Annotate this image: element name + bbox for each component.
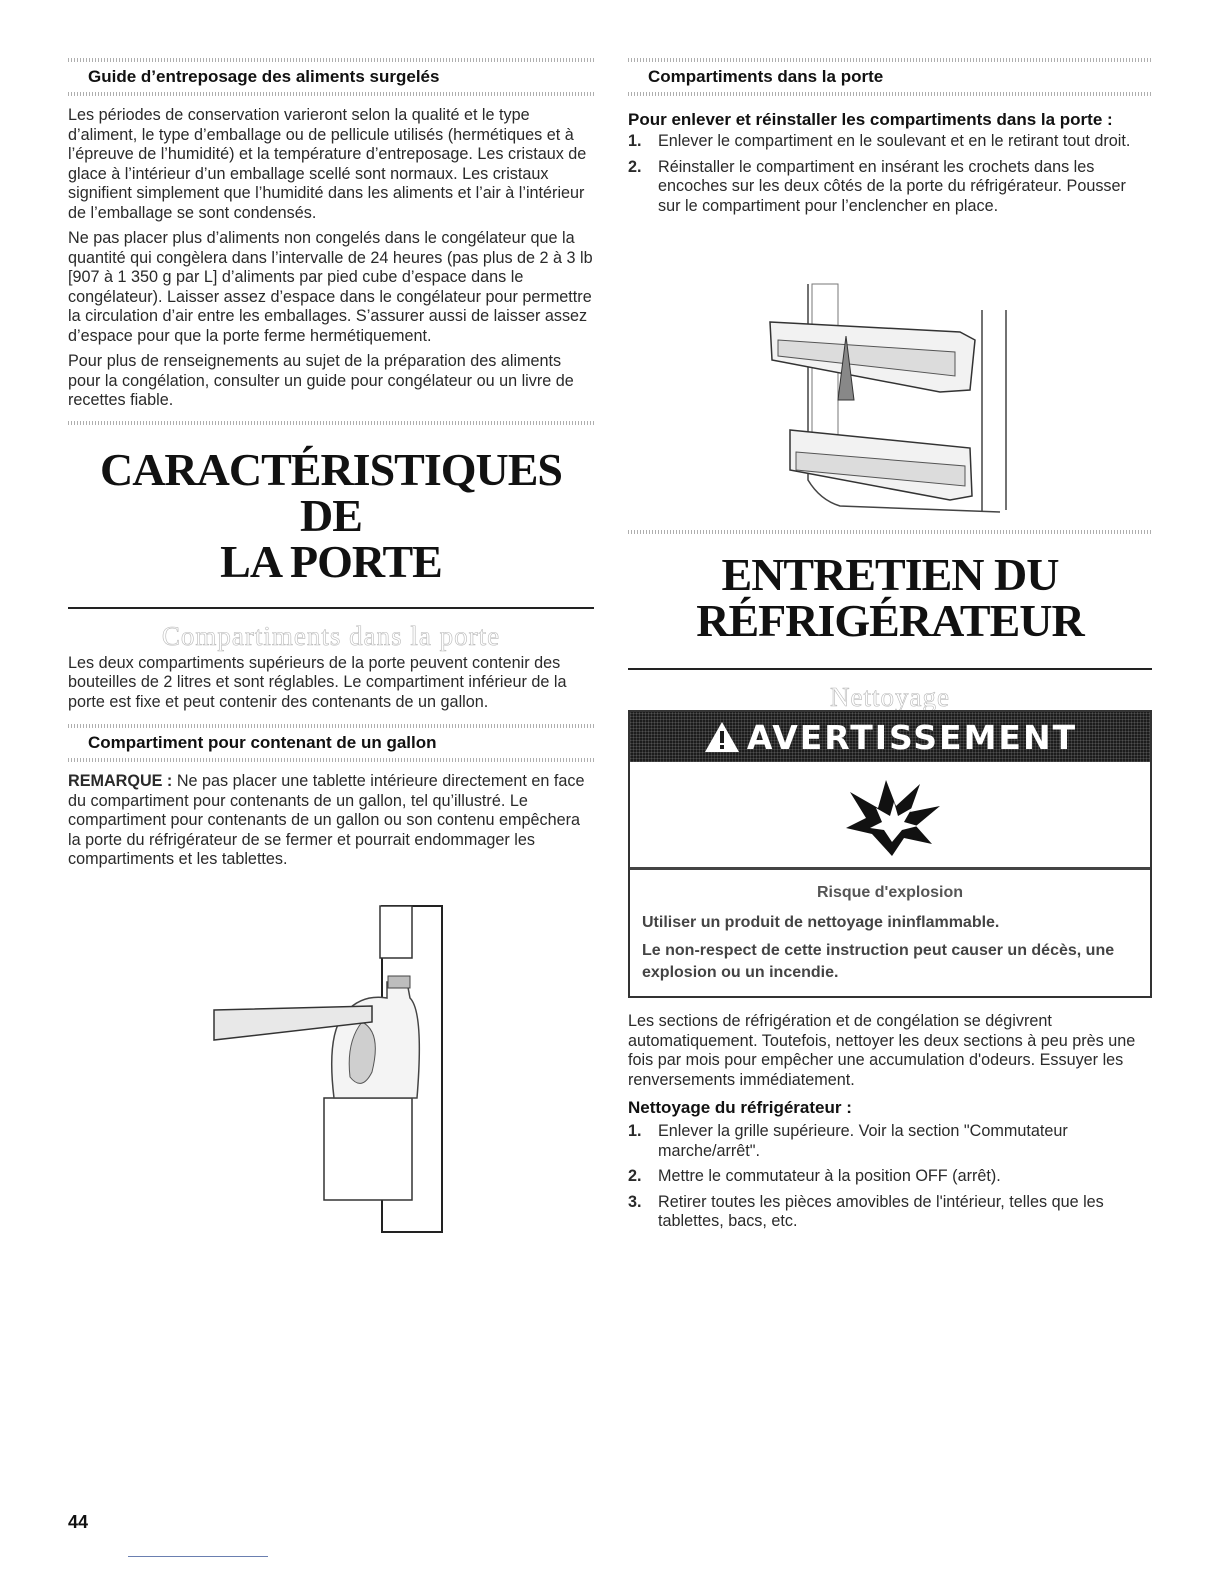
warning-box	[628, 710, 1152, 998]
cleaning-procedure-title: Nettoyage du réfrigérateur :	[628, 1098, 852, 1117]
care-title-line2: RÉFRIGÉRATEUR	[696, 595, 1084, 646]
door-features-paragraph: Les deux compartiments supérieurs de la porte peuvent contenir des bouteilles de 2 litres et sont réglables. Le compartiment inférieur de la porte est fixe et peut contenir des contenants de un gallon.	[68, 653, 567, 711]
door-features-subtitle: Compartiments dans la porte	[161, 620, 501, 651]
explosion-icon	[840, 778, 944, 858]
list-item: 2. Réinstaller le compartiment en insérant les crochets dans les encoches sur les deux côtés de la porte du réfrigérateur. Pousser sur le compartiment pour l’enclencher en place.	[628, 157, 1126, 215]
list-item: 1. Enlever le compartiment en le soulevant et en le retirant tout droit.	[628, 132, 1131, 150]
gallon-note	[68, 772, 594, 870]
gallon-note-label: REMARQUE :	[68, 772, 173, 790]
door-features-section	[68, 443, 594, 713]
door-bins-steps	[628, 132, 1152, 216]
frozen-guide-paragraph-1: Les périodes de conservation varieront selon la qualité et le type d’aliment, le type d’emballage ou de pellicule utilisés (hermétiques et à l’épreuve de l’humidité) et la température d’entreposage. Les cristaux de glace à l’intérieur d’un emballage scellé sont normaux. Les cristaux signifient simplement que l’humidité dans les aliments et l’air à l’intérieur de l’emballage se sont condensés.	[68, 106, 587, 222]
door-bins-heading: Compartiments dans la porte	[648, 67, 884, 86]
warning-line-1: Utiliser un produit de nettoyage ininflammable.	[642, 914, 1000, 931]
frozen-guide-paragraph-2: Ne pas placer plus d’aliments non congelés dans le congélateur que la quantité qui congèlera dans l’intervalle de 24 heures (pas plus de 2 à 3 lb [907 à 1 350 g par L] d’aliments par pied cube d’espace dans le congélateur). Laisser assez d’espace dans le congélateur pour permettre la circulation d’air entre les emballages. S’assurer aussi de laisser assez d’espace pour que la porte ferme hermétiquement.	[68, 229, 593, 345]
warning-line-2: Le non-respect de cette instruction peut causer un décès, une explosion ou un incendie.	[642, 942, 1115, 981]
frozen-guide-paragraph-3: Pour plus de renseignements au sujet de la préparation des aliments pour la congélation, consulter un guide pour congélateur ou un livre de recettes fiable.	[68, 352, 574, 409]
cleaning-steps	[628, 1122, 1152, 1232]
divider	[68, 758, 594, 762]
gallon-heading: Compartiment pour contenant de un gallon	[88, 733, 437, 752]
door-bins-procedure-title: Pour enlever et réinstaller les compartiments dans la porte :	[628, 110, 1113, 129]
right-column	[628, 58, 1152, 222]
left-column	[68, 58, 594, 870]
divider	[628, 530, 1152, 534]
list-item: 2. Mettre le commutateur à la position OFF (arrêt).	[628, 1167, 1001, 1185]
door-features-title-line2: LA PORTE	[220, 535, 442, 587]
warning-body	[630, 870, 1150, 984]
divider	[68, 724, 594, 728]
cleaning-paragraph: Les sections de réfrigération et de congélation se dégivrent automatiquement. Toutefois, nettoyer les deux sections à peu près une fois par mois pour empêcher une accumulation d'odeurs. Essuyer les renversements immédiatement.	[628, 1012, 1136, 1089]
care-section	[628, 549, 1152, 713]
door-features-title-line1: CARACTÉRISTIQUES DE	[99, 443, 562, 541]
divider	[628, 58, 1152, 62]
warning-icon-area	[630, 762, 1150, 870]
warning-risk: Risque d'explosion	[816, 884, 964, 901]
list-item: 1. Enlever la grille supérieure. Voir la section "Commutateur marche/arrêt".	[628, 1122, 1068, 1160]
divider	[68, 421, 594, 425]
frozen-guide-heading: Guide d’entreposage des aliments surgelés	[88, 67, 440, 86]
divider	[68, 58, 594, 62]
cleaning-section	[628, 1012, 1152, 1238]
door-bin-illustration	[760, 280, 1010, 516]
page-number: 44	[68, 1512, 89, 1532]
list-item: 3. Retirer toutes les pièces amovibles de l'intérieur, telles que les tablettes, bacs, etc.	[628, 1192, 1104, 1230]
gallon-bin-illustration	[212, 902, 448, 1236]
warning-header-text: AVERTISSEMENT	[746, 717, 1078, 757]
footer-line	[128, 1556, 268, 1557]
warning-triangle-icon	[703, 720, 741, 754]
section-rule	[628, 668, 1152, 670]
divider	[68, 92, 594, 96]
warning-header	[630, 712, 1150, 762]
care-subtitle: Nettoyage	[830, 682, 950, 712]
care-title-line1: ENTRETIEN DU	[721, 549, 1059, 600]
section-rule	[68, 607, 594, 609]
divider	[628, 92, 1152, 96]
gallon-note-text: Ne pas placer une tablette intérieure directement en face du compartiment pour contenants de un gallon, tel qu’illustré. Le compartiment pour contenants de un gallon ou son contenu empêchera la porte du réfrigérateur de se fermer et pourrait endommager les compartiments et les tablettes.	[68, 772, 585, 868]
